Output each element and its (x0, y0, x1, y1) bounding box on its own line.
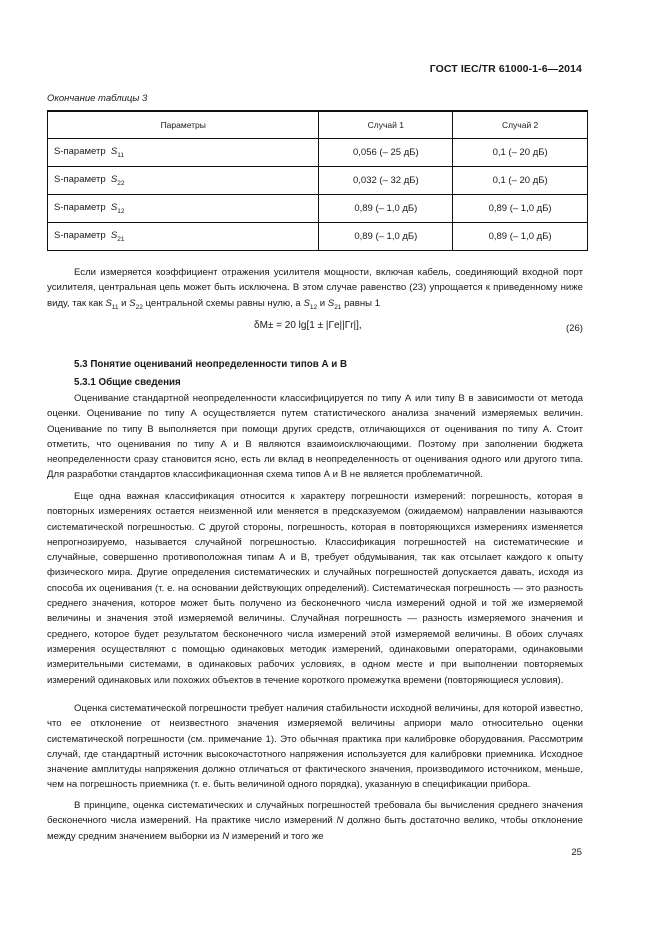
case1-cell: 0,032 (– 32 дБ) (319, 167, 453, 195)
s-parameters-table (47, 110, 588, 251)
table-caption: Окончание таблицы 3 (47, 93, 148, 104)
case1-cell: 0,89 (– 1,0 дБ) (319, 223, 453, 251)
case2-cell: 0,1 (– 20 дБ) (453, 167, 588, 195)
case2-cell: 0,1 (– 20 дБ) (453, 139, 588, 167)
table-row (48, 139, 588, 167)
table-row (48, 195, 588, 223)
document-code: ГОСТ IEC/TR 61000-1-6—2014 (429, 63, 582, 75)
header-parameters: Параметры (48, 111, 319, 139)
paragraph-classification: Еще одна важная классификация относится к характеру погрешности измерений: погрешность, которая в повторных измерениях остается неизменной или меняется в предсказуемом (ожидаемом) направлении называются систематической погрешностью. С другой стороны, погрешность, которая в повторяющихся измерениях изменяется непрогнозируемо, называется случайной погрешностью. Классификация погрешностей на систематические и случайные, совершенно противоположная типам А и В, требует обдумывания, так как отсылает каждого к опыту физического мира. Другие определения систематических и случайных погрешностей допускается давать, исходя из способа их оценивания (т. е. на основании действующих определений). Систематическая погрешность — это разность среднего значения, которое может быть получено из бесконечного числа измерений одной и той же измеряемой величины и значения этой измеряемой величины. Случайная погрешность — разность измеряемого значения и среднего, которое будет результатом бесконечного числа измерений этой измеряемой величины. В обоих случаях измерения осуществляют с помощью одинаковых методик измерений, одинаковыми операторами, одинаковыми измерительными системами, в одинаковых рабочих условиях, в одном месте и при выполнении повторяемых измерений одинаковых или похожих объектов в течение короткого промежутка времени (повторяющиеся условия). (47, 491, 583, 686)
paragraph-types-ab: Оценивание стандартной неопределенности классифицируется по типу А или типу В в зависимости от метода оценки. Оценивание по типу А осуществляется путем статистического анализа значений измеряемых величин. Оценивание по типу В выполняется при помощи других средств, отличающихся от оценивания по типу А. Стоит отметить, что оценивания по типу А и В являются взаимоисключающими. Поэтому при заполнении бюджета неопределенности сразу становится ясно, есть ли вклад в неопределенность от оценивания одного или другого типа. Для разработки стандартов классификационная схема типов А и В не является проблематичной. (47, 393, 583, 481)
param-cell: S-параметр $S_{12}$ (48, 195, 319, 223)
header-case-2: Случай 2 (453, 111, 588, 139)
equation-number: (26) (565, 323, 583, 334)
case2-cell: 0,89 (– 1,0 дБ) (453, 223, 588, 251)
param-cell: S-параметр $S_{11}$ (48, 139, 319, 167)
table-row (48, 167, 588, 195)
section-heading-5-3-1: 5.3.1 Общие сведения (74, 377, 181, 388)
paragraph-systematic: Оценка систематической погрешности требует наличия стабильности исходной величины, для которой известно, что ее отклонение от неизвестного значения измеряемой величины априори мало относительно оценки систематической погрешности (см. примечание 1). Это обычная практика при калибровке оборудования. Рассмотрим случай, где стандартный источник высокочастотного напряжения используется для калибровки приемника. Исходное значение амплитуды напряжения должно отличаться от фактического значения, производимого источником, меньше, чем на погрешность приемника (т. е. быть величиной одного порядка), указанную в спецификации прибора. (47, 703, 583, 791)
param-cell: S-параметр $S_{21}$ (48, 223, 319, 251)
case2-cell: 0,89 (– 1,0 дБ) (453, 195, 588, 223)
header-case-1: Случай 1 (319, 111, 453, 139)
table-header-row (48, 111, 588, 139)
equation-26 (47, 320, 583, 340)
table-row (48, 223, 588, 251)
paragraph-reflection: Если измеряется коэффициент отражения усилителя мощности, включая кабель, соединяющий входной порт усилителя, центральная цепь может быть исключена. В этом случае равенство (23) упрощается к приведенному ниже виду, так как $S_{11}$ и $S_{22}$ центральной схемы равны нулю, а $S_{12}$ и $S_{21}$ равны 1 (47, 267, 583, 311)
equation-expression: δM± = 20 lg[1 ± |Γe||Γr|], (254, 320, 362, 331)
section-heading-5-3: 5.3 Понятие оцениваний неопределенности типов А и В (74, 359, 348, 370)
case1-cell: 0,056 (– 25 дБ) (319, 139, 453, 167)
page-number: 25 (571, 847, 582, 858)
paragraph-principle: В принципе, оценка систематических и случайных погрешностей требовала бы вычисления среднего значения бесконечного числа измерений. На практике число измерений N должно быть достаточно велико, чтобы отклонение между средним значением выборки из N измерений и того же (47, 800, 583, 842)
case1-cell: 0,89 (– 1,0 дБ) (319, 195, 453, 223)
param-cell: S-параметр $S_{22}$ (48, 167, 319, 195)
